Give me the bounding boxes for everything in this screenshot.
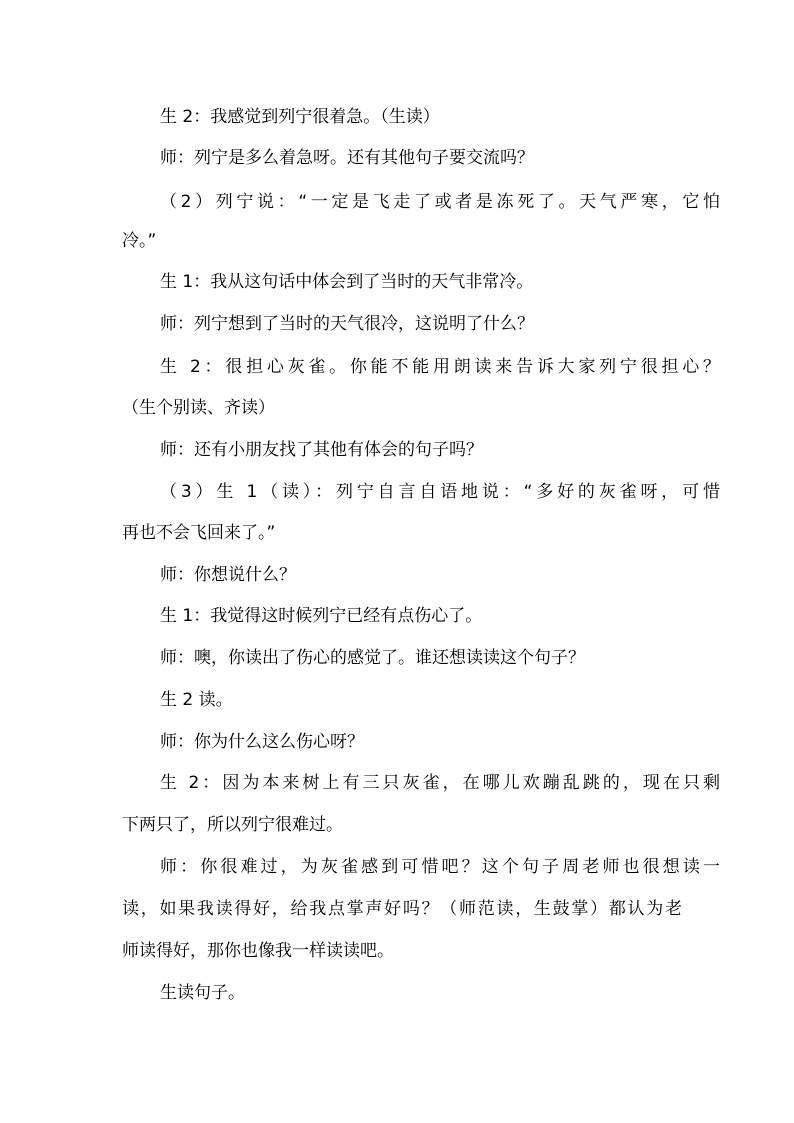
text-line: 师：你为什么这么伤心呀？: [160, 732, 364, 752]
text-line: 冷。”: [122, 231, 157, 251]
text-line: 师：还有小朋友找了其他有体会的句子吗？: [160, 440, 483, 460]
text-line: 生 1：我从这句话中体会到了当时的天气非常冷。: [160, 272, 534, 292]
text-line: 师：列宁是多么着急呀。还有其他句子要交流吗？: [160, 148, 534, 168]
text-line: 师：噢，你读出了伤心的感觉了。谁还想读读这个句子？: [160, 648, 585, 668]
text-line: 师：列宁想到了当时的天气很冷，这说明了什么？: [160, 314, 534, 334]
text-line: 生 2：因为本来树上有三只灰雀，在哪儿欢蹦乱跳的，现在只剩: [160, 773, 720, 793]
text-line: （2）列宁说：“一定是飞走了或者是冻死了。天气严寒，它怕: [160, 192, 720, 212]
text-line: 师读得好，那你也像我一样读读吧。: [122, 941, 394, 961]
text-line: 生 2：我感觉到列宁很着急。（生读）: [160, 107, 440, 127]
text-line: 下两只了，所以列宁很难过。: [122, 815, 343, 835]
text-line: 生读句子。: [160, 983, 245, 1003]
text-line: 师：你很难过，为灰雀感到可惜吧？这个句子周老师也很想读一: [160, 857, 720, 877]
text-line: 生 2：很担心灰雀。你能不能用朗读来告诉大家列宁很担心？: [160, 357, 720, 377]
text-line: （3）生 1（读）：列宁自言自语地说：“多好的灰雀呀，可惜: [160, 482, 720, 502]
text-line: 师：你想说什么？: [160, 565, 296, 585]
text-line: 生 1：我觉得这时候列宁已经有点伤心了。: [160, 606, 483, 626]
text-line: （生个别读、齐读）: [122, 398, 275, 418]
text-line: 再也不会飞回来了。”: [122, 523, 276, 543]
text-line: 读，如果我读得好，给我点掌声好吗？（师范读，生鼓掌）都认为老: [122, 899, 682, 919]
text-line: 生 2 读。: [160, 690, 233, 710]
